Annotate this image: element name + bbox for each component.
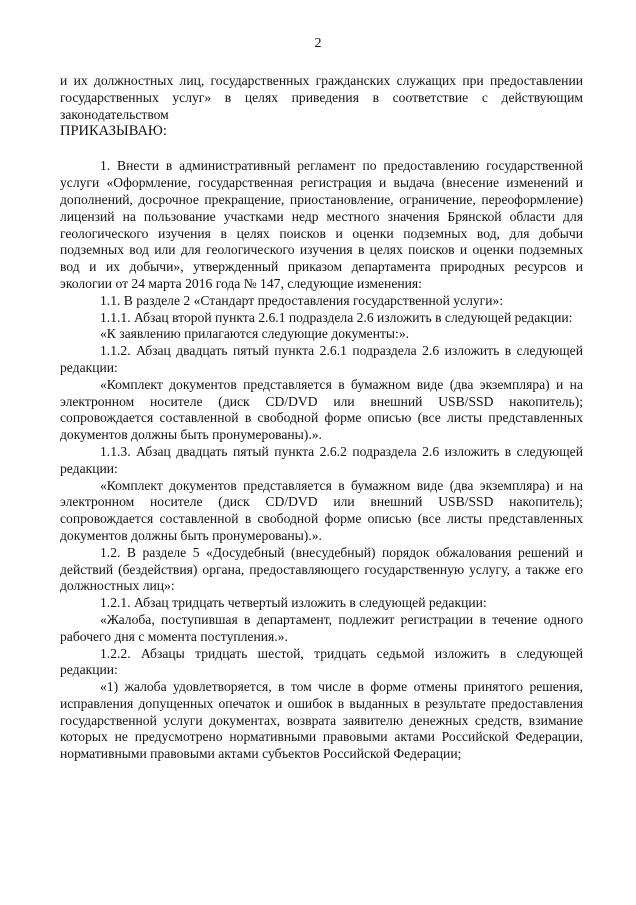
item-1-paragraph: 1. Внести в административный регламент по предоставлению государственной услуги «Оформление, государственная регистрация и выдача (внесение изменений и дополнений, досрочное прекращение, приостановление, ограничение, переоформление) лицензий на пользование участками недр местного значения Брянской области для геологического изучения в целях поисков и оценки подземных вод, для добычи подземных вод или для геологического изучения в целях поисков и оценки подземных вод и их добычи», утвержденный приказом департамента природных ресурсов и экологии от 24 марта 2016 года № 147, следующие изменения: bbox=[60, 158, 583, 291]
document-body bbox=[60, 73, 583, 763]
item-1-1-paragraph: 1.1. В разделе 2 «Стандарт предоставления государственной услуги»: bbox=[100, 292, 504, 308]
item-1-1-3-paragraph: 1.1.3. Абзац двадцать пятый пункта 2.6.2 подраздела 2.6 изложить в следующей редакции: bbox=[60, 443, 583, 476]
item-1-1-1-paragraph: 1.1.1. Абзац второй пункта 2.6.1 подраздела 2.6 изложить в следующей редакции: bbox=[100, 309, 573, 325]
quote-4-paragraph: «Жалоба, поступившая в департамент, подлежит регистрации в течение одного рабочего дня с момента поступления.». bbox=[60, 611, 583, 644]
order-heading: ПРИКАЗЫВАЮ: bbox=[60, 123, 167, 140]
item-1-2-2-paragraph: 1.2.2. Абзацы тридцать шестой, тридцать седьмой изложить в следующей редакции: bbox=[60, 645, 583, 678]
page-number: 2 bbox=[314, 36, 322, 51]
quote-5-paragraph: «1) жалоба удовлетворяется, в том числе в форме отмены принятого решения, исправления допущенных опечаток и ошибок в выданных в результате предоставления государственной услуги документах, возврата заявителю денежных средств, взимание которых не предусмотрено нормативными правовыми актами Российской Федерации, нормативными правовыми актами субъектов Российской Федерации; bbox=[60, 679, 583, 762]
quote-1-paragraph: «К заявлению прилагаются следующие документы:». bbox=[100, 326, 410, 342]
quote-2-paragraph: «Комплект документов представляется в бумажном виде (два экземпляра) и на электронном носителе (диск CD/DVD или внешний USB/SSD накопитель); сопровождается составленной в свободной форме описью (все листы представленных документов должны быть пронумерованы).». bbox=[60, 376, 583, 443]
item-1-1-2-paragraph: 1.1.2. Абзац двадцать пятый пункта 2.6.1 подраздела 2.6 изложить в следующей редакции: bbox=[60, 343, 583, 375]
item-1-2-1-paragraph: 1.2.1. Абзац тридцать четвертый изложить в следующей редакции: bbox=[100, 595, 487, 611]
quote-3-paragraph: «Комплект документов представляется в бумажном виде (два экземпляра) и на электронном носителе (диск CD/DVD или внешний USB/SSD накопитель); сопровождается составленной в свободной форме описью (все листы представленных документов должны быть пронумерованы).». bbox=[60, 477, 583, 543]
intro-paragraph: и их должностных лиц, государственных гражданских служащих при предоставлении государственных услуг» в целях приведения в соответствие с действующим законодательством bbox=[60, 73, 583, 122]
item-1-2-paragraph: 1.2. В разделе 5 «Досудебный (внесудебный) порядок обжалования решений и действий (бездействия) органа, предоставляющего государственную услугу, а также его должностных лиц»: bbox=[60, 544, 583, 594]
